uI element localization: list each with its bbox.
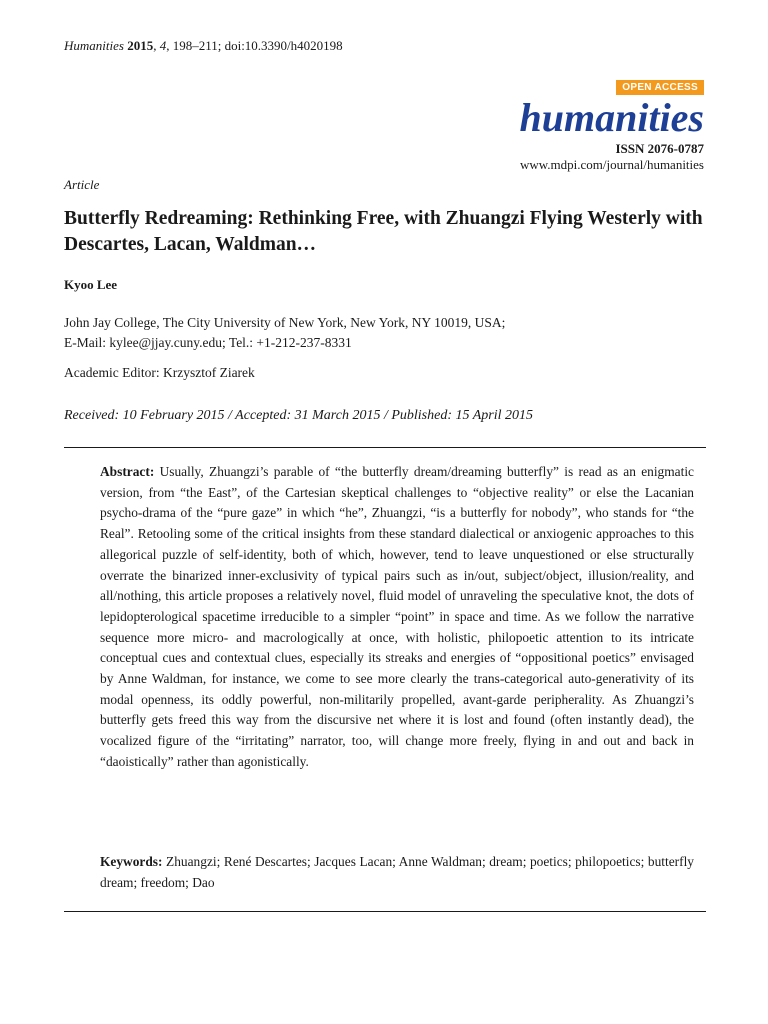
citation-year: 2015 [127, 38, 154, 53]
contact-info: E-Mail: kylee@jjay.cuny.edu; Tel.: +1-212-237-8331 [64, 335, 352, 350]
publication-dates: Received: 10 February 2015 / Accepted: 31 March 2015 / Published: 15 April 2015 [64, 408, 534, 423]
article-type: Article [64, 177, 100, 192]
citation-volume: 4 [159, 38, 167, 53]
keywords-text: Zhuangzi; René Descartes; Jacques Lacan; Anne Waldman; dream; poetics; philopoetics; butterfly dream; freedom; Dao [100, 854, 694, 890]
affiliation-block [64, 313, 505, 353]
citation-journal: Humanities [64, 38, 124, 53]
citation-pages-doi: , 198–211; doi:10.3390/h4020198 [166, 38, 343, 53]
academic-editor: Academic Editor: Krzysztof Ziarek [64, 365, 255, 380]
affiliation: John Jay College, The City University of New York, New York, NY 10019, USA; [64, 315, 506, 330]
abstract [100, 462, 694, 773]
citation-line: Humanities 2015, 4, 198–211; doi:10.3390/h4020198 [64, 38, 343, 53]
keywords [100, 852, 694, 893]
divider-bottom [64, 911, 706, 912]
author-name: Kyoo Lee [64, 277, 118, 292]
open-access-badge: OPEN ACCESS [616, 80, 704, 95]
divider-top [64, 447, 706, 448]
journal-logo: humanities [519, 95, 704, 140]
abstract-text: Usually, Zhuangzi’s parable of “the butterfly dream/dreaming butterfly” is read as an enigmatic version, from “the East”, of the Cartesian skeptical challenges to “objective reality” or else the Lacanian psycho-drama of the “pure gaze” in which “he”, Zhuangzi, “is a butterfly for nobody”, who stands for “the Real”. Retooling some of the critical insights from these standard dialectical or anxiogenic approaches to this allegorical puzzle of self-identity, both of which, however, tend to leave unquestioned or else structurally overrate the binarized inner-exclusivity of typical pairs such as in/out, subject/object, illusion/reality, and all/nothing, this article proposes a relatively novel, fluid model of unraveling the speculative knot, the dots of lepidopterological spacetime irreducible to a simpler “point” in space and time. As we follow the narrative sequence more micro- and macrologically at once, with holistic, philopoetic attention to its intricate conceptual cues and contextual clues, especially its streaks and energies of “oppositional poetics” envisaged by Anne Waldman, for instance, we come to see more clearly the trans-categorical auto-generativity of its modal openness, its oddly powerful, non-militarily propelled, avant-garde peripherality. As Zhuangzi’s butterfly gets freed this way from the discursive net where it is lost and found (often instantly dead), the vocalized figure of the “irritating” narrator, too, will change more freely, flying in and out and back in “daoistically” rather than agonistically. [100, 464, 694, 769]
keywords-label: Keywords: [100, 854, 163, 869]
journal-url[interactable]: www.mdpi.com/journal/humanities [519, 157, 704, 172]
issn: ISSN 2076-0787 [615, 141, 704, 156]
abstract-label: Abstract: [100, 464, 155, 479]
article-title: Butterfly Redreaming: Rethinking Free, with Zhuangzi Flying Westerly with Descartes, Lacan, Waldman… [64, 208, 703, 255]
